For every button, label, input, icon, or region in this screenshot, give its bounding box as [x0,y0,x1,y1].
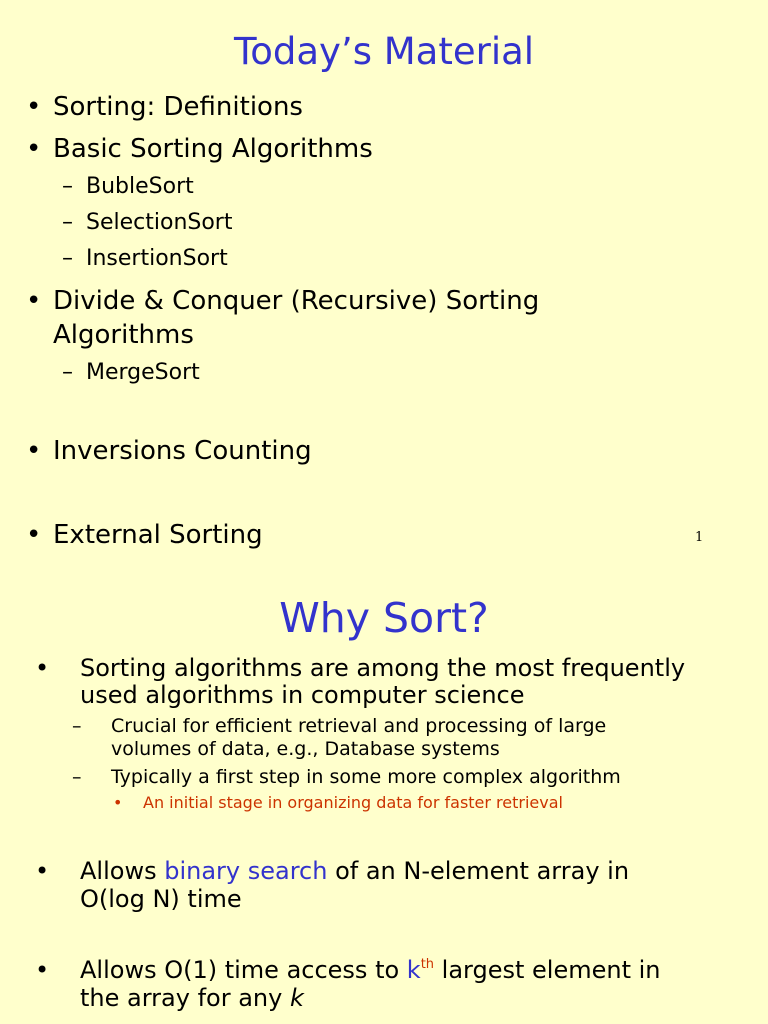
list-item: Basic Sorting Algorithms [53,134,373,164]
list-item: Inversions Counting [53,436,312,466]
bullet-icon: • [26,436,42,466]
binary-search-highlight: binary search [164,857,328,885]
bullet-icon: • [26,520,42,550]
dash-icon: – [62,174,73,199]
list-item: Sorting: Definitions [53,92,303,122]
slide-why-sort [0,584,768,1024]
sub-list-item: MergeSort [86,360,200,385]
bullet-icon: • [26,286,42,316]
list-item-suffix: largest element in [434,956,661,984]
list-item-prefix: Allows [80,857,165,885]
sub-list-item: Typically a first step in some more complex algorithm [111,766,621,788]
dash-icon: – [62,246,73,271]
list-item-suffix: of an N-element array in [327,857,630,885]
dash-icon: – [72,715,82,737]
bullet-icon: • [35,857,50,885]
k-variable: k [406,956,421,984]
list-item: Sorting algorithms are among the most frequently [80,654,686,682]
list-item-continuation [80,984,304,1012]
bullet-icon: • [113,793,123,812]
list-item-continuation: Algorithms [53,320,194,350]
list-item-continuation: O(log N) time [80,885,242,913]
slide-title: Today’s Material [233,30,535,73]
list-item [80,956,661,984]
bullet-icon: • [26,92,42,122]
list-item-prefix: the array for any [80,984,290,1012]
list-item-continuation: used algorithms in computer science [80,681,525,709]
page-number: 1 [695,530,704,545]
bullet-icon: • [35,956,50,984]
bullet-icon: • [26,134,42,164]
slide-title: Why Sort? [279,594,489,642]
sub-sub-list-item: An initial stage in organizing data for faster retrieval [143,793,563,812]
sub-list-item: BubleSort [86,174,194,199]
list-item [80,857,629,885]
list-item: External Sorting [53,520,263,550]
k-variable-italic: k [289,984,304,1012]
list-item: Divide & Conquer (Recursive) Sorting [53,286,540,316]
dash-icon: – [62,210,73,235]
sub-list-item: InsertionSort [86,246,228,271]
sub-list-item: SelectionSort [86,210,233,235]
dash-icon: – [72,766,82,788]
bullet-icon: • [35,654,50,682]
dash-icon: – [62,360,73,385]
superscript-th: th [420,957,435,972]
sub-list-item: Crucial for efficient retrieval and processing of large [111,715,607,737]
sub-list-item-continuation: volumes of data, e.g., Database systems [111,738,500,760]
list-item-prefix: Allows O(1) time access to [80,956,407,984]
